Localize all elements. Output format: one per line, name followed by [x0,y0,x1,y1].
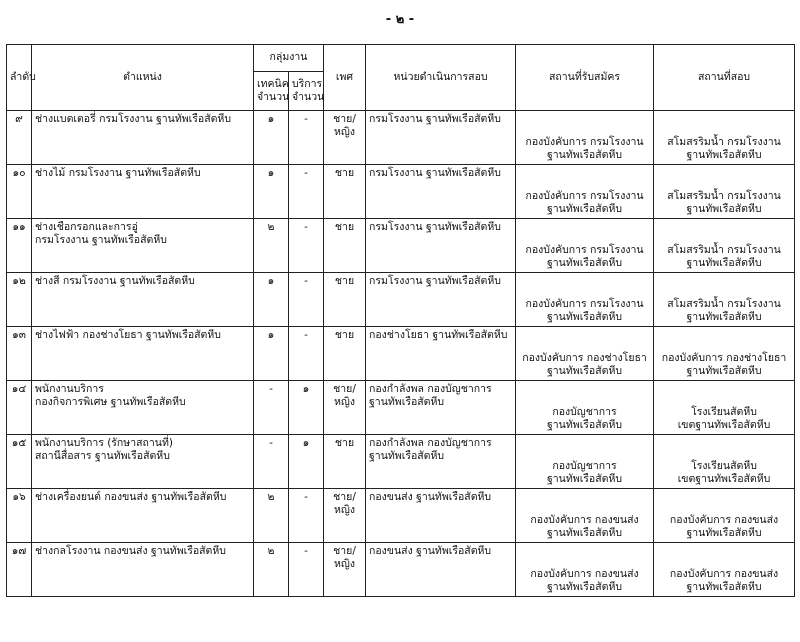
cell-position-line: ช่างไม้ กรมโรงงาน ฐานทัพเรือสัตหีบ [35,167,201,179]
header-service-count: จำนวน [292,91,325,103]
cell-exam-place-line: กองบังคับการ กองขนส่ง [669,567,779,580]
cell-exam-place-line: สโมสรริมน้ำ กรมโรงงาน [667,243,781,256]
cell-apply-place-line: กองบัญชาการ [552,405,617,418]
cell-service-count: - [289,273,324,327]
cell-seq: ๑๒ [7,273,32,327]
cell-position-line: ช่างสี กรมโรงงาน ฐานทัพเรือสัตหีบ [35,275,195,287]
cell-exam-place [654,273,795,327]
cell-exam-place-line: ฐานทัพเรือสัตหีบ [686,526,762,539]
table-row [7,489,795,543]
header-apply-place: สถานที่รับสมัคร [516,45,654,111]
cell-seq: ๑๗ [7,543,32,597]
cell-position-line: ช่างกลโรงงาน กองขนส่ง ฐานทัพเรือสัตหีบ [35,545,226,557]
cell-apply-place-line: ฐานทัพเรือสัตหีบ [546,580,623,593]
cell-exam-place-line: เขตฐานทัพเรือสัตหีบ [677,418,771,431]
cell-tech-count: - [254,381,289,435]
cell-apply-place [516,165,654,219]
cell-service-count: ๑ [289,435,324,489]
cell-exam-place [654,489,795,543]
cell-exam-unit-line: กองกำลังพล กองบัญชาการ [369,383,492,395]
cell-position [32,327,254,381]
cell-seq: ๑๓ [7,327,32,381]
cell-service-count: - [289,543,324,597]
cell-service-count: - [289,165,324,219]
cell-exam-place [654,435,795,489]
cell-exam-unit [366,381,516,435]
cell-tech-count: - [254,435,289,489]
cell-exam-place-line: โรงเรียนสัตหีบ [691,405,757,418]
header-group: กลุ่มงาน [254,45,324,72]
cell-exam-unit-line: กรมโรงงาน ฐานทัพเรือสัตหีบ [369,275,501,287]
cell-apply-place-line: ฐานทัพเรือสัตหีบ [546,202,623,215]
header-tech [254,72,289,111]
cell-apply-place [516,435,654,489]
cell-exam-unit-line: ฐานทัพเรือสัตหีบ [369,396,445,409]
cell-apply-place-line: กองบังคับการ กรมโรงงาน [525,297,644,310]
cell-service-count: - [289,219,324,273]
cell-position-line: พนักงานบริการ [35,383,104,395]
cell-position-line: กองกิจการพิเศษ ฐานทัพเรือสัตหีบ [35,396,186,409]
cell-gender: ชาย/หญิง [324,489,366,543]
header-exam-place: สถานที่สอบ [654,45,795,111]
header-exam-unit: หน่วยดำเนินการสอบ [366,45,516,111]
cell-apply-place-line: ฐานทัพเรือสัตหีบ [546,472,623,485]
cell-seq: ๑๐ [7,165,32,219]
cell-exam-place [654,381,795,435]
cell-apply-place [516,381,654,435]
cell-service-count: - [289,489,324,543]
cell-exam-place [654,327,795,381]
cell-position-line: ช่างเครื่องยนต์ กองขนส่ง ฐานทัพเรือสัตหีบ [35,491,227,503]
cell-exam-place-line: ฐานทัพเรือสัตหีบ [686,148,762,161]
cell-exam-place-line: กองบังคับการ กองขนส่ง [669,513,779,526]
cell-exam-unit [366,219,516,273]
cell-position-line: ช่างเชือกรอกและการอู่ [35,221,138,233]
cell-position [32,381,254,435]
cell-exam-place-line: ฐานทัพเรือสัตหีบ [686,310,762,323]
cell-seq: ๙ [7,111,32,165]
cell-apply-place-line: กองบังคับการ กรมโรงงาน [525,135,644,148]
cell-exam-unit-line: กองช่างโยธา ฐานทัพเรือสัตหีบ [369,329,508,341]
header-service [289,72,324,111]
cell-exam-place-line: โรงเรียนสัตหีบ [691,459,757,472]
cell-gender: ชาย [324,435,366,489]
cell-gender: ชาย/หญิง [324,381,366,435]
cell-gender: ชาย [324,327,366,381]
positions-table [6,44,795,597]
cell-gender: ชาย/หญิง [324,111,366,165]
cell-position-line: พนักงานบริการ (รักษาสถานที่) [35,437,173,449]
cell-apply-place [516,543,654,597]
cell-tech-count: ๑ [254,111,289,165]
cell-service-count: - [289,327,324,381]
header-tech-label: เทคนิค [257,77,289,90]
cell-exam-unit [366,273,516,327]
cell-tech-count: ๑ [254,165,289,219]
cell-position [32,489,254,543]
cell-apply-place-line: กองบังคับการ กองขนส่ง [530,567,639,580]
cell-position [32,543,254,597]
cell-position-line: ช่างแบตเตอรี่ กรมโรงงาน ฐานทัพเรือสัตหีบ [35,113,232,125]
cell-exam-place-line: กองบังคับการ กองช่างโยธา [661,351,787,364]
cell-exam-unit [366,111,516,165]
cell-gender: ชาย [324,273,366,327]
cell-apply-place-line: ฐานทัพเรือสัตหีบ [546,310,623,323]
header-gender: เพศ [324,45,366,111]
cell-exam-place-line: ฐานทัพเรือสัตหีบ [686,364,762,377]
cell-apply-place [516,111,654,165]
cell-apply-place-line: ฐานทัพเรือสัตหีบ [546,418,623,431]
table-row [7,273,795,327]
cell-exam-unit-line: กองขนส่ง ฐานทัพเรือสัตหีบ [369,545,492,557]
cell-apply-place-line: กองบังคับการ กองช่างโยธา [522,351,647,364]
cell-exam-unit-line: กรมโรงงาน ฐานทัพเรือสัตหีบ [369,113,501,125]
table-row [7,165,795,219]
cell-exam-place-line: สโมสรริมน้ำ กรมโรงงาน [667,297,781,310]
cell-tech-count: ๒ [254,489,289,543]
cell-service-count: ๑ [289,381,324,435]
cell-tech-count: ๒ [254,543,289,597]
cell-apply-place [516,489,654,543]
table-row [7,327,795,381]
cell-exam-unit [366,543,516,597]
cell-apply-place-line: กองบังคับการ กรมโรงงาน [525,243,644,256]
table-row [7,381,795,435]
cell-exam-unit-line: กรมโรงงาน ฐานทัพเรือสัตหีบ [369,221,501,233]
header-tech-count: จำนวน [257,91,290,103]
cell-exam-place [654,219,795,273]
cell-tech-count: ๑ [254,327,289,381]
table-row [7,111,795,165]
cell-position [32,219,254,273]
header-seq: ลำดับ [7,45,32,111]
cell-apply-place-line: ฐานทัพเรือสัตหีบ [546,256,623,269]
cell-position [32,111,254,165]
cell-position-line: สถานีสื่อสาร ฐานทัพเรือสัตหีบ [35,450,170,463]
cell-service-count: - [289,111,324,165]
cell-exam-place-line: สโมสรริมน้ำ กรมโรงงาน [667,189,781,202]
cell-exam-place [654,111,795,165]
cell-exam-unit [366,489,516,543]
cell-position [32,165,254,219]
cell-exam-unit-line: กรมโรงงาน ฐานทัพเรือสัตหีบ [369,167,501,179]
table-row [7,543,795,597]
cell-gender: ชาย/หญิง [324,543,366,597]
cell-apply-place-line: กองบังคับการ กรมโรงงาน [525,189,644,202]
cell-seq: ๑๖ [7,489,32,543]
cell-exam-unit [366,435,516,489]
cell-exam-place-line: สโมสรริมน้ำ กรมโรงงาน [667,135,781,148]
cell-apply-place-line: กองบัญชาการ [552,459,617,472]
cell-seq: ๑๕ [7,435,32,489]
cell-seq: ๑๔ [7,381,32,435]
cell-exam-place-line: ฐานทัพเรือสัตหีบ [686,580,762,593]
header-position: ตำแหน่ง [32,45,254,111]
cell-seq: ๑๑ [7,219,32,273]
cell-gender: ชาย [324,165,366,219]
cell-apply-place-line: ฐานทัพเรือสัตหีบ [546,526,623,539]
cell-exam-place [654,165,795,219]
cell-exam-place-line: เขตฐานทัพเรือสัตหีบ [677,472,771,485]
cell-position [32,273,254,327]
cell-position-line: ช่างไฟฟ้า กองช่างโยธา ฐานทัพเรือสัตหีบ [35,329,221,341]
page-number: - ๒ - [385,12,415,27]
table-body [7,111,795,597]
cell-apply-place [516,273,654,327]
table-row [7,219,795,273]
cell-exam-unit-line: กองขนส่ง ฐานทัพเรือสัตหีบ [369,491,492,503]
cell-apply-place-line: ฐานทัพเรือสัตหีบ [546,364,623,377]
cell-exam-unit-line: กองกำลังพล กองบัญชาการ [369,437,492,449]
cell-exam-unit [366,165,516,219]
cell-position [32,435,254,489]
cell-position-line: กรมโรงงาน ฐานทัพเรือสัตหีบ [35,234,167,247]
cell-exam-unit-line: ฐานทัพเรือสัตหีบ [369,450,445,463]
cell-exam-unit [366,327,516,381]
cell-apply-place-line: กองบังคับการ กองขนส่ง [530,513,639,526]
cell-exam-place-line: ฐานทัพเรือสัตหีบ [686,256,762,269]
cell-exam-place-line: ฐานทัพเรือสัตหีบ [686,202,762,215]
header-service-label: บริการ [292,77,323,90]
cell-apply-place-line: ฐานทัพเรือสัตหีบ [546,148,623,161]
cell-tech-count: ๑ [254,273,289,327]
cell-tech-count: ๒ [254,219,289,273]
cell-exam-place [654,543,795,597]
cell-gender: ชาย [324,219,366,273]
cell-apply-place [516,327,654,381]
cell-apply-place [516,219,654,273]
table-row [7,435,795,489]
